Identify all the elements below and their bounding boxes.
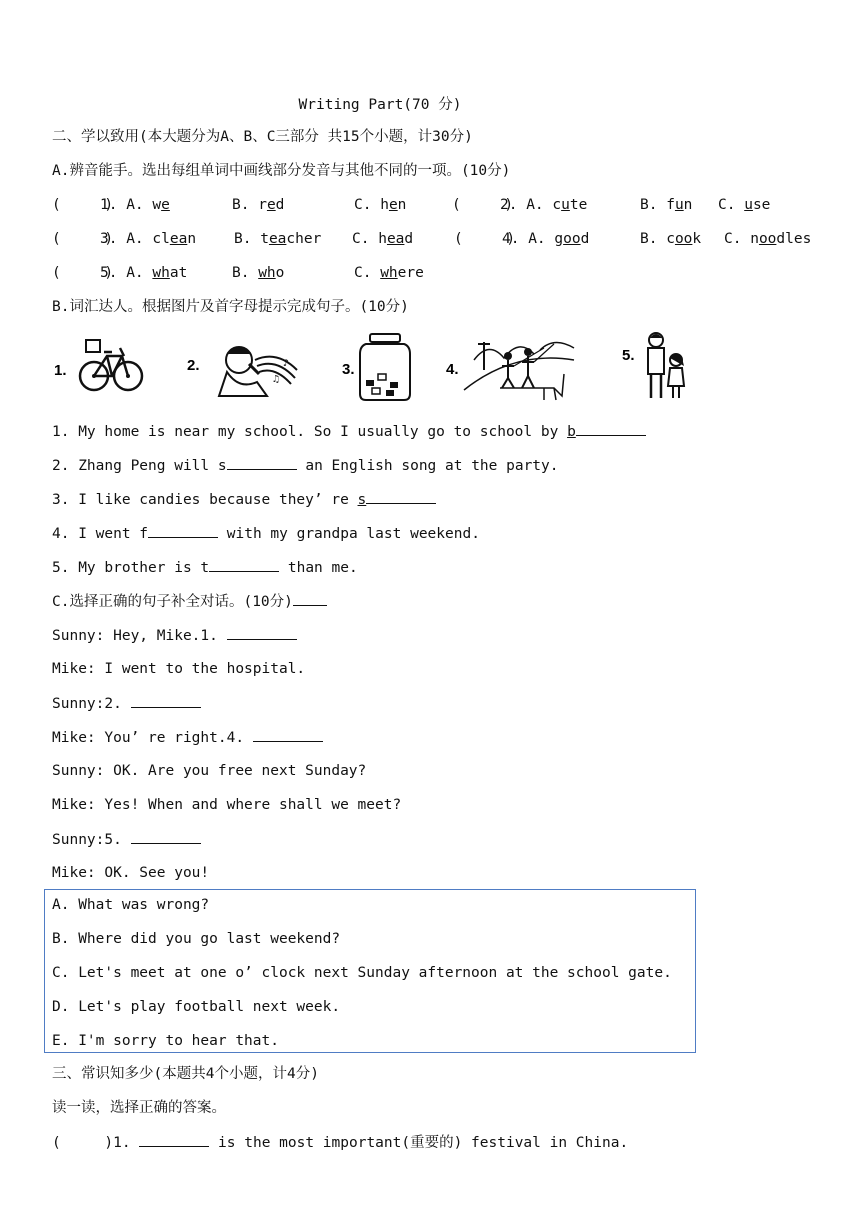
candy-jar-picture: [340, 330, 420, 404]
answer-blank[interactable]: [366, 489, 436, 504]
answer-blank[interactable]: [209, 557, 279, 572]
dialogue-line-8: Mike: OK. See you!: [52, 865, 210, 881]
phonics-row-1: [52, 195, 832, 217]
question-number: 4. A. good: [502, 231, 590, 247]
option-a: A. What was wrong?: [52, 897, 210, 913]
vocab-sentence-1: 1. My home is near my school. So I usually go to school by b: [52, 421, 646, 442]
singing-picture: [187, 330, 302, 400]
dialogue-line-1: Sunny: Hey, Mike.1.: [52, 625, 297, 646]
option-b: B. fun: [640, 197, 693, 213]
answer-blank[interactable]: [576, 421, 646, 436]
partB-heading: B.词汇达人。根据图片及首字母提示完成句子。(10分): [52, 299, 409, 315]
page-title: Writing Part(70 分): [298, 97, 462, 113]
option-c: C. noodles: [724, 231, 812, 247]
option-b: B. cook: [640, 231, 702, 247]
answer-paren[interactable]: ( ): [52, 265, 114, 281]
answer-paren[interactable]: ( ): [52, 197, 114, 213]
dialogue-line-3: Sunny:2.: [52, 693, 201, 714]
fishing-picture: [444, 330, 584, 402]
option-b: B. who: [232, 265, 285, 281]
option-b: B. red: [232, 197, 285, 213]
section3-heading: 三、常识知多少(本题共4个小题，计4分): [52, 1066, 319, 1082]
option-b: B. teacher: [234, 231, 322, 247]
dialogue-line-2: Mike: I went to the hospital.: [52, 661, 306, 677]
answer-blank[interactable]: [253, 727, 323, 742]
vocab-sentence-4: 4. I went f with my grandpa last weekend.: [52, 523, 480, 544]
answer-blank[interactable]: [227, 455, 297, 470]
phonics-row-3: [52, 263, 832, 285]
partC-heading: C.选择正确的句子补全对话。(10分): [52, 591, 327, 612]
answer-blank[interactable]: [139, 1132, 209, 1147]
pic-label-1: 1.: [54, 362, 67, 379]
answer-blank[interactable]: [293, 591, 327, 606]
common-sense-question-1: ( )1. is the most important(重要的) festival in China.: [52, 1132, 628, 1153]
answer-blank[interactable]: [131, 829, 201, 844]
answer-paren[interactable]: ( )1.: [52, 1135, 140, 1151]
dialogue-line-5: Sunny: OK. Are you free next Sunday?: [52, 763, 367, 779]
dialogue-line-7: Sunny:5.: [52, 829, 201, 850]
option-c: C. Let's meet at one o’ clock next Sunday afternoon at the school gate.: [52, 965, 672, 981]
option-d: D. Let's play football next week.: [52, 999, 341, 1015]
answer-blank[interactable]: [227, 625, 297, 640]
pic-label-5: 5.: [622, 347, 635, 364]
pic-label-4: 4.: [446, 361, 459, 378]
question-number: 2. A. cute: [500, 197, 588, 213]
option-c: C. head: [352, 231, 414, 247]
vocab-sentence-5: 5. My brother is t than me.: [52, 557, 358, 578]
question-number: 5. A. what: [100, 265, 188, 281]
vocab-sentence-2: 2. Zhang Peng will s an English song at the party.: [52, 455, 559, 476]
question-number: 1. A. we: [100, 197, 170, 213]
pic-label-3: 3.: [342, 361, 355, 378]
note-icon: ♪: [283, 358, 290, 369]
option-b: B. Where did you go last weekend?: [52, 931, 341, 947]
vocab-sentence-3: 3. I like candies because they’ re s: [52, 489, 436, 510]
picture-row: [52, 330, 752, 410]
tall-short-picture: [620, 330, 700, 402]
phonics-row-2: [52, 229, 832, 251]
partA-heading: A.辨音能手。选出每组单词中画线部分发音与其他不同的一项。(10分): [52, 163, 511, 179]
dialogue-line-6: Mike: Yes! When and where shall we meet?: [52, 797, 402, 813]
answer-paren[interactable]: ( ): [452, 197, 514, 213]
answer-blank[interactable]: [131, 693, 201, 708]
option-c: C. hen: [354, 197, 407, 213]
bicycle-picture: [52, 330, 147, 400]
pic-label-2: 2.: [187, 357, 200, 374]
answer-paren[interactable]: ( ): [454, 231, 516, 247]
option-c: C. use: [718, 197, 771, 213]
section2-heading: 二、学以致用(本大题分为A、B、C三部分 共15个小题，计30分): [52, 129, 473, 145]
note-icon: ♫: [273, 374, 280, 385]
question-number: 3. A. clean: [100, 231, 197, 247]
answer-blank[interactable]: [148, 523, 218, 538]
option-c: C. where: [354, 265, 424, 281]
answer-paren[interactable]: ( ): [52, 231, 114, 247]
section3-instruction: 读一读，选择正确的答案。: [52, 1100, 226, 1116]
option-e: E. I'm sorry to hear that.: [52, 1033, 279, 1049]
dialogue-line-4: Mike: You’ re right.4.: [52, 727, 323, 748]
